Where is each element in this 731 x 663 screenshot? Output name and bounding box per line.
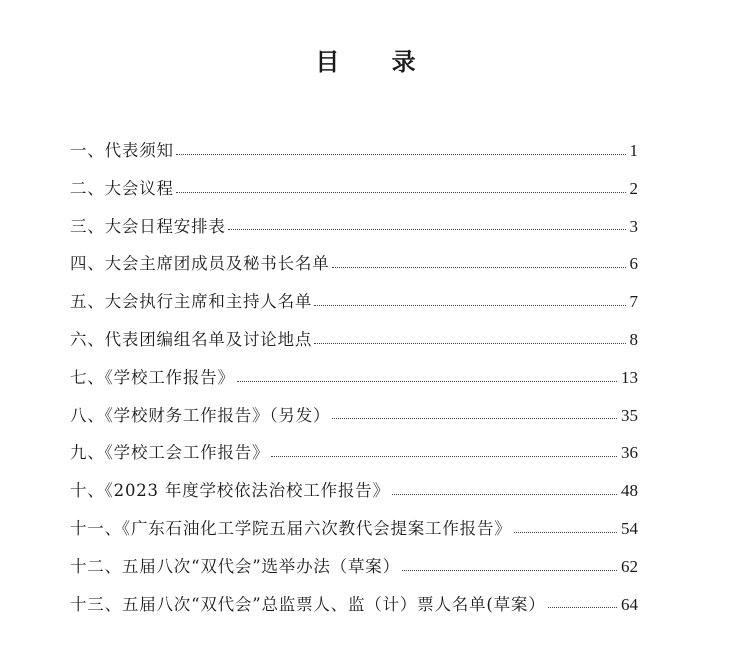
toc-entry-label: 二、大会议程 <box>70 178 174 198</box>
toc-entry-page-number: 2 <box>629 178 638 198</box>
dot-leader <box>548 606 617 608</box>
toc-entry[interactable] <box>70 321 638 359</box>
toc-entry-page-number: 48 <box>621 481 638 501</box>
toc-entry[interactable] <box>70 208 638 246</box>
page-title: 目 录 <box>315 48 438 76</box>
toc-entry-page-number: 7 <box>629 292 638 312</box>
toc-entry-label: 六、代表团编组名单及讨论地点 <box>70 329 313 349</box>
dot-leader <box>176 153 626 155</box>
dot-leader <box>271 455 617 457</box>
toc-entry[interactable] <box>70 283 638 321</box>
toc-entry[interactable] <box>70 548 638 586</box>
dot-leader <box>332 266 626 268</box>
toc-entry-page-number: 64 <box>621 594 638 614</box>
toc-entry-label: 十、《2023 年度学校依法治校工作报告》 <box>70 481 390 501</box>
toc-entry-page-number: 13 <box>621 367 638 387</box>
toc-entry-page-number: 54 <box>621 518 638 538</box>
toc-entry-label: 五、大会执行主席和主持人名单 <box>70 292 313 312</box>
toc-entry[interactable] <box>70 472 638 510</box>
toc-entry[interactable] <box>70 245 638 283</box>
toc-entry[interactable] <box>70 170 638 208</box>
toc-entry-label: 三、大会日程安排表 <box>70 216 226 236</box>
toc-entry-page-number: 35 <box>621 405 638 425</box>
toc-entry[interactable] <box>70 397 638 435</box>
toc-entry-page-number: 62 <box>621 556 638 576</box>
dot-leader <box>314 342 625 344</box>
dot-leader <box>228 228 626 230</box>
toc-entry-label: 九、《学校工会工作报告》 <box>70 443 270 463</box>
dot-leader <box>176 191 626 193</box>
toc-entry-label: 四、大会主席团成员及秘书长名单 <box>70 254 330 274</box>
dot-leader <box>514 531 617 533</box>
toc-entry-label: 八、《学校财务工作报告》（另发） <box>70 405 331 425</box>
toc-entry[interactable] <box>70 586 638 624</box>
toc-entry-page-number: 8 <box>629 329 638 349</box>
dot-leader <box>314 304 625 306</box>
toc-entry-page-number: 3 <box>629 216 638 236</box>
toc-entry[interactable] <box>70 359 638 397</box>
dot-leader <box>392 493 617 495</box>
dot-leader <box>402 569 617 571</box>
table-of-contents <box>70 132 638 623</box>
toc-entry-page-number: 36 <box>621 443 638 463</box>
toc-entry-label: 一、代表须知 <box>70 141 174 160</box>
dot-leader <box>237 380 617 382</box>
toc-entry-label: 七、《学校工作报告》 <box>70 367 235 387</box>
dot-leader <box>332 417 617 419</box>
toc-entry-page-number: 6 <box>629 254 638 274</box>
toc-entry[interactable] <box>70 510 638 548</box>
toc-entry-label: 十二、五届八次“双代会”选举办法（草案） <box>70 556 400 576</box>
toc-entry-label: 十三、五届八次“双代会”总监票人、监（计）票人名单(草案） <box>70 594 546 614</box>
toc-entry[interactable] <box>70 132 638 170</box>
toc-entry-page-number: 1 <box>629 141 638 160</box>
toc-entry[interactable] <box>70 434 638 472</box>
toc-entry-label: 十一、《广东石油化工学院五届六次教代会提案工作报告》 <box>70 518 512 538</box>
